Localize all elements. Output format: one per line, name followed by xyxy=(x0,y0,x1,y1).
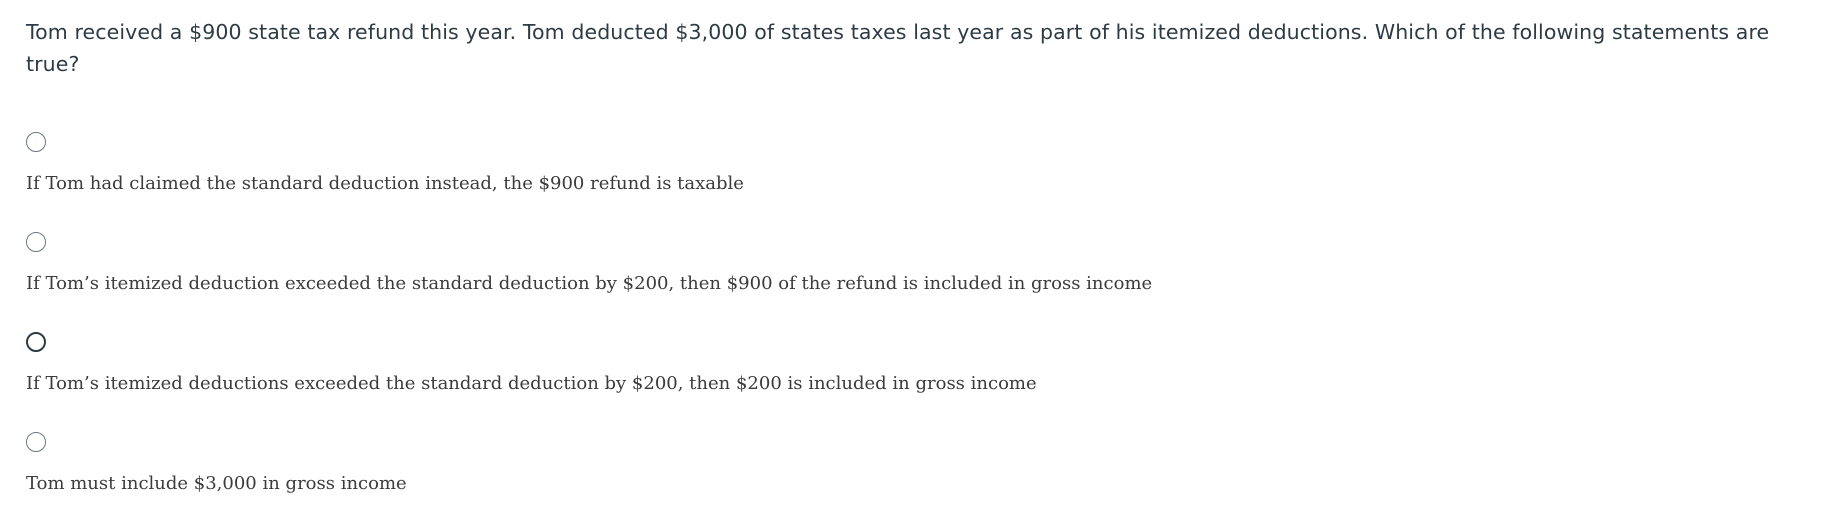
answer-label-3[interactable]: If Tom’s itemized deductions exceeded the standard deduction by $200, then $200 is included in gross income xyxy=(26,373,1037,394)
answer-list xyxy=(26,132,1816,497)
answer-option-3[interactable] xyxy=(26,332,1816,397)
answer-label-4[interactable]: Tom must include $3,000 in gross income xyxy=(26,473,407,494)
question-text: Tom received a $900 state tax refund this year. Tom deducted $3,000 of states taxes last year as part of his itemized deductions. Which of the following statements are true? xyxy=(26,20,1770,76)
answer-radio-3[interactable] xyxy=(26,332,46,352)
answer-option-2[interactable] xyxy=(26,232,1816,297)
answer-radio-2[interactable] xyxy=(26,232,46,252)
answer-label-2[interactable]: If Tom’s itemized deduction exceeded the standard deduction by $200, then $900 of the refund is included in gross income xyxy=(26,273,1153,294)
answer-option-4[interactable] xyxy=(26,432,1816,497)
answer-radio-4[interactable] xyxy=(26,432,46,452)
question-container xyxy=(26,16,1816,532)
answer-radio-1[interactable] xyxy=(26,132,46,152)
answer-label-1[interactable]: If Tom had claimed the standard deduction instead, the $900 refund is taxable xyxy=(26,173,744,194)
answer-option-1[interactable] xyxy=(26,132,1816,197)
